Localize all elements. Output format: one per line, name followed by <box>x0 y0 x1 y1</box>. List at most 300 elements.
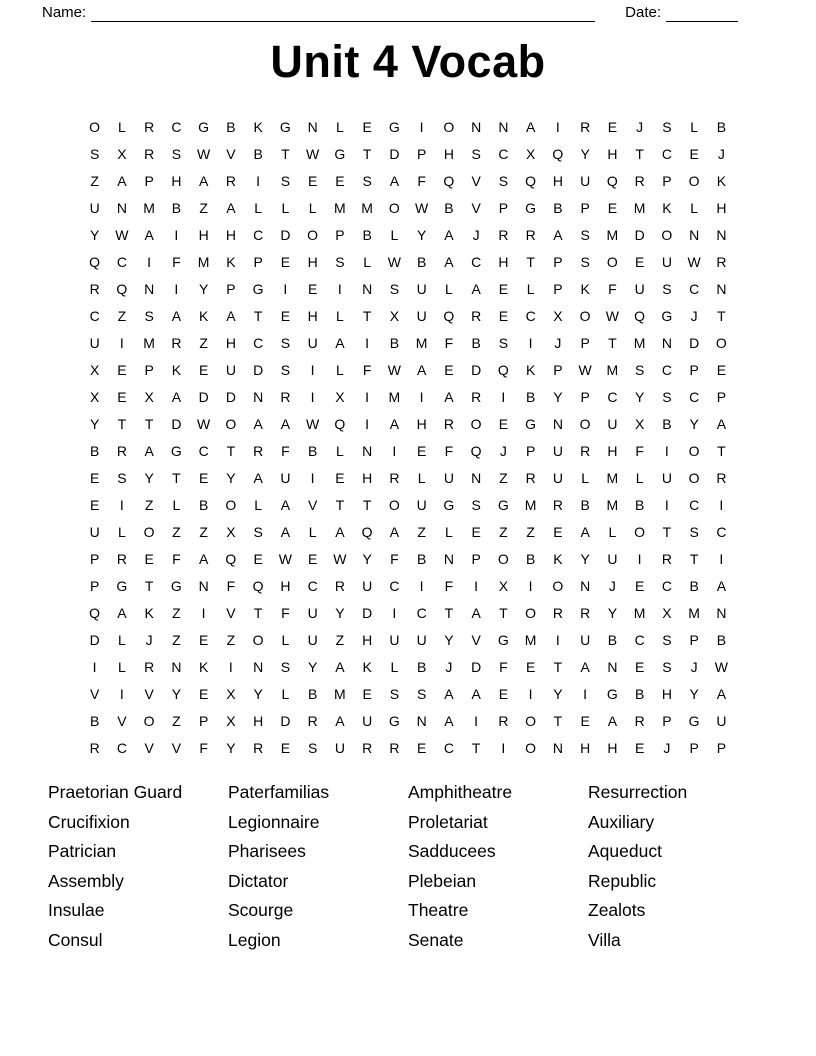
grid-letter: Q <box>89 254 101 270</box>
grid-letter: U <box>225 362 236 378</box>
grid-letter: E <box>117 389 127 405</box>
grid-letter: Q <box>334 416 346 432</box>
grid-letter: O <box>661 227 673 243</box>
grid-letter: O <box>688 470 700 486</box>
grid-letter: N <box>471 470 482 486</box>
grid-letter: Y <box>362 551 372 567</box>
grid-letter: Y <box>580 146 590 162</box>
grid-letter: S <box>171 146 182 162</box>
grid-letter: V <box>226 146 236 162</box>
grid-letter: C <box>498 146 509 162</box>
grid-letter: C <box>443 740 454 756</box>
grid-letter: A <box>335 659 345 675</box>
grid-letter: L <box>444 524 453 540</box>
grid-letter: A <box>280 416 291 432</box>
grid-letter: A <box>171 389 182 405</box>
grid-letter: C <box>116 740 127 756</box>
grid-letter: F <box>226 578 236 594</box>
grid-letter: L <box>117 524 126 540</box>
grid-letter: E <box>335 173 345 189</box>
grid-letter: W <box>714 659 728 675</box>
grid-letter: C <box>253 227 264 243</box>
grid-letter: N <box>498 119 509 135</box>
grid-letter: W <box>197 146 211 162</box>
grid-letter: A <box>580 659 590 675</box>
grid-letter: D <box>280 713 291 729</box>
grid-letter: P <box>553 281 563 297</box>
grid-letter: S <box>307 740 318 756</box>
grid-letter: W <box>306 416 320 432</box>
grid-letter: R <box>307 713 318 729</box>
grid-letter: E <box>634 578 645 594</box>
grid-letter: E <box>444 362 454 378</box>
grid-letter: E <box>471 524 481 540</box>
grid-letter: S <box>662 659 672 675</box>
grid-letter: D <box>389 146 400 162</box>
grid-letter: H <box>498 254 509 270</box>
word-list-column <box>228 778 408 956</box>
grid-letter: L <box>608 524 617 540</box>
word-list <box>48 778 816 956</box>
word-list-item: Senate <box>408 929 464 950</box>
grid-letter: E <box>362 119 372 135</box>
grid-letter: C <box>716 524 727 540</box>
grid-letter: Y <box>689 416 699 432</box>
word-list-column <box>588 778 768 956</box>
grid-letter: N <box>471 119 482 135</box>
grid-letter: O <box>143 524 155 540</box>
grid-letter: H <box>198 227 209 243</box>
grid-letter: U <box>661 254 672 270</box>
grid-letter: E <box>498 281 509 297</box>
grid-letter: I <box>365 416 370 432</box>
grid-letter: O <box>143 713 155 729</box>
grid-letter: L <box>526 281 535 297</box>
grid-letter: J <box>717 146 725 162</box>
grid-letter: U <box>389 632 400 648</box>
grid-letter: T <box>362 308 372 324</box>
grid-letter: X <box>525 146 536 162</box>
grid-letter: E <box>280 254 291 270</box>
grid-letter: I <box>555 632 560 648</box>
grid-letter: Z <box>335 632 345 648</box>
grid-letter: T <box>226 443 236 459</box>
grid-letter: P <box>253 254 263 270</box>
grid-letter: M <box>334 686 346 702</box>
grid-letter: X <box>226 524 236 540</box>
grid-letter: O <box>525 605 537 621</box>
grid-letter: G <box>170 578 182 594</box>
grid-letter: R <box>580 443 591 459</box>
grid-letter: M <box>388 389 401 405</box>
grid-letter: I <box>392 605 397 621</box>
grid-letter: S <box>144 308 154 324</box>
grid-letter: H <box>443 146 454 162</box>
grid-letter: Q <box>634 308 646 324</box>
grid-letter: L <box>281 632 290 648</box>
grid-letter: L <box>335 308 344 324</box>
grid-letter: I <box>201 605 206 621</box>
word-list-item: Paterfamilias <box>228 782 330 802</box>
grid-letter: L <box>444 281 453 297</box>
grid-letter: X <box>226 686 236 702</box>
grid-letter: W <box>687 254 701 270</box>
grid-letter: A <box>444 254 454 270</box>
grid-letter: Q <box>606 173 618 189</box>
grid-letter: B <box>716 119 727 135</box>
grid-letter: E <box>498 416 509 432</box>
grid-letter: R <box>580 605 591 621</box>
grid-letter: A <box>716 416 727 432</box>
grid-letter: Q <box>225 551 237 567</box>
grid-letter: I <box>174 281 179 297</box>
grid-letter: I <box>310 470 315 486</box>
grid-letter: Q <box>443 308 455 324</box>
grid-letter: R <box>144 146 155 162</box>
grid-letter: Z <box>499 470 508 486</box>
grid-letter: K <box>253 119 263 135</box>
grid-letter: I <box>664 497 669 513</box>
grid-letter: X <box>117 146 127 162</box>
grid-letter: P <box>416 146 427 162</box>
grid-letter: N <box>552 740 563 756</box>
grid-letter: I <box>310 389 315 405</box>
word-list-item: Legionnaire <box>228 811 320 832</box>
grid-letter: D <box>253 362 264 378</box>
grid-letter: U <box>362 578 373 594</box>
grid-letter: A <box>253 416 263 432</box>
grid-letter: I <box>583 686 588 702</box>
grid-letter: M <box>524 497 537 513</box>
grid-letter: L <box>117 632 126 648</box>
grid-letter: Z <box>226 632 236 648</box>
grid-letter: A <box>144 227 154 243</box>
grid-letter: R <box>389 470 400 486</box>
grid-letter: K <box>525 362 536 378</box>
grid-letter: I <box>719 497 724 513</box>
grid-letter: A <box>716 578 727 594</box>
grid-letter: H <box>171 173 182 189</box>
grid-letter: G <box>279 119 291 135</box>
grid-letter: I <box>528 335 533 351</box>
grid-letter: O <box>552 578 564 594</box>
grid-letter: F <box>362 362 372 378</box>
grid-letter: Z <box>172 605 181 621</box>
grid-letter: P <box>689 362 699 378</box>
grid-letter: R <box>225 173 236 189</box>
grid-letter: P <box>689 740 699 756</box>
grid-letter: H <box>580 740 591 756</box>
grid-letter: T <box>281 146 290 162</box>
grid-letter: Q <box>89 605 101 621</box>
grid-letter: C <box>607 389 618 405</box>
grid-letter: E <box>525 659 536 675</box>
grid-letter: C <box>634 632 645 648</box>
grid-letter: R <box>661 551 672 567</box>
grid-letter: O <box>688 173 700 189</box>
grid-letter: F <box>390 551 399 567</box>
grid-letter: B <box>634 686 645 702</box>
grid-letter: T <box>526 254 535 270</box>
grid-letter: X <box>553 308 563 324</box>
grid-letter: W <box>197 416 211 432</box>
grid-letter: J <box>499 443 507 459</box>
grid-letter: S <box>362 173 372 189</box>
grid-letter: E <box>198 632 209 648</box>
grid-letter: I <box>119 686 124 702</box>
grid-letter: U <box>443 470 454 486</box>
grid-letter: B <box>416 254 427 270</box>
grid-letter: G <box>525 200 537 216</box>
grid-letter: M <box>334 200 346 216</box>
grid-letter: R <box>498 227 509 243</box>
grid-letter: B <box>226 119 236 135</box>
grid-letter: L <box>335 119 344 135</box>
grid-letter: B <box>89 713 100 729</box>
grid-letter: W <box>415 200 429 216</box>
grid-letter: A <box>444 686 454 702</box>
grid-letter: E <box>634 659 645 675</box>
grid-letter: R <box>144 659 155 675</box>
grid-letter: L <box>581 470 590 486</box>
grid-letter: Q <box>252 578 264 594</box>
grid-letter: T <box>717 443 726 459</box>
grid-letter: P <box>662 713 672 729</box>
grid-letter: D <box>362 605 373 621</box>
grid-letter: S <box>662 389 672 405</box>
grid-letter: Z <box>90 173 99 189</box>
grid-letter: X <box>634 416 645 432</box>
grid-letter: A <box>416 362 427 378</box>
name-blank-line <box>91 5 595 22</box>
grid-letter: A <box>171 308 182 324</box>
grid-letter: R <box>525 470 536 486</box>
grid-letter: L <box>254 200 263 216</box>
grid-letter: N <box>716 605 727 621</box>
grid-letter: P <box>198 713 209 729</box>
grid-letter: H <box>552 173 563 189</box>
grid-letter: V <box>117 713 127 729</box>
grid-letter: H <box>225 335 236 351</box>
grid-letter: H <box>416 416 427 432</box>
grid-letter: S <box>471 146 481 162</box>
grid-letter: C <box>525 308 536 324</box>
grid-letter: L <box>363 254 372 270</box>
grid-letter: U <box>307 632 318 648</box>
grid-letter: V <box>144 740 154 756</box>
grid-letter: Y <box>634 389 645 405</box>
grid-letter: A <box>335 335 345 351</box>
grid-letter: G <box>252 281 264 297</box>
grid-letter: A <box>553 227 563 243</box>
grid-letter: I <box>256 173 261 189</box>
grid-letter: V <box>471 200 481 216</box>
grid-letter: B <box>662 416 672 432</box>
grid-letter: S <box>389 686 400 702</box>
grid-letter: L <box>417 470 426 486</box>
grid-letter: E <box>144 551 154 567</box>
grid-letter: U <box>552 470 563 486</box>
grid-letter: V <box>171 740 182 756</box>
grid-letter: U <box>307 605 318 621</box>
grid-letter: N <box>607 659 618 675</box>
grid-letter: F <box>608 281 617 297</box>
grid-letter: M <box>361 200 373 216</box>
grid-letter: L <box>117 119 126 135</box>
grid-letter: U <box>280 470 291 486</box>
grid-letter: T <box>362 146 372 162</box>
page-title: Unit 4 Vocab <box>270 36 546 87</box>
grid-letter: R <box>362 740 373 756</box>
grid-letter: T <box>553 713 563 729</box>
grid-letter: N <box>198 578 209 594</box>
grid-letter: H <box>362 470 373 486</box>
grid-letter: K <box>198 308 209 324</box>
grid-letter: R <box>552 605 563 621</box>
grid-letter: T <box>662 524 672 540</box>
grid-letter: P <box>335 227 345 243</box>
grid-letter: G <box>661 308 673 324</box>
grid-letter: M <box>197 254 210 270</box>
grid-letter: F <box>444 578 454 594</box>
grid-letter: S <box>580 227 590 243</box>
grid-letter: N <box>253 389 264 405</box>
grid-letter: S <box>689 524 699 540</box>
word-list-item: Resurrection <box>588 782 688 802</box>
grid-letter: O <box>388 497 400 513</box>
grid-letter: B <box>580 497 590 513</box>
grid-letter: E <box>362 686 372 702</box>
grid-letter: O <box>89 119 101 135</box>
grid-letter: I <box>365 389 370 405</box>
grid-letter: T <box>172 470 181 486</box>
grid-letter: A <box>280 524 291 540</box>
grid-letter: M <box>143 335 155 351</box>
word-list-item: Sadducees <box>408 841 496 862</box>
grid-letter: C <box>89 308 100 324</box>
grid-letter: Z <box>526 524 535 540</box>
grid-letter: Y <box>226 470 236 486</box>
grid-letter: F <box>281 443 290 459</box>
grid-letter: L <box>172 497 181 513</box>
grid-letter: B <box>307 686 318 702</box>
grid-letter: B <box>307 443 318 459</box>
grid-letter: X <box>662 605 672 621</box>
grid-letter: N <box>307 119 318 135</box>
grid-letter: N <box>144 281 155 297</box>
grid-letter: I <box>92 659 97 675</box>
grid-letter: B <box>89 443 100 459</box>
grid-letter: W <box>578 362 592 378</box>
grid-letter: X <box>89 362 100 378</box>
grid-letter: F <box>281 605 290 621</box>
grid-letter: I <box>119 335 124 351</box>
grid-letter: R <box>498 713 509 729</box>
grid-letter: X <box>335 389 345 405</box>
grid-letter: Q <box>443 173 455 189</box>
grid-letter: B <box>362 227 372 243</box>
word-list-item: Pharisees <box>228 841 306 862</box>
grid-letter: B <box>689 578 699 594</box>
grid-letter: R <box>389 740 400 756</box>
grid-letter: T <box>117 416 127 432</box>
grid-letter: R <box>716 254 727 270</box>
grid-letter: C <box>689 497 700 513</box>
grid-letter: I <box>119 497 124 513</box>
grid-letter: A <box>444 389 454 405</box>
grid-letter: B <box>525 389 536 405</box>
grid-letter: N <box>716 281 727 297</box>
grid-letter: N <box>689 227 700 243</box>
grid-letter: Y <box>607 605 618 621</box>
grid-letter: A <box>444 713 454 729</box>
grid-letter: C <box>661 578 672 594</box>
grid-letter: S <box>498 335 509 351</box>
grid-letter: R <box>171 335 182 351</box>
grid-letter: E <box>416 443 427 459</box>
grid-letter: S <box>280 362 291 378</box>
grid-letter: N <box>416 713 427 729</box>
grid-letter: A <box>335 713 345 729</box>
grid-letter: S <box>335 254 345 270</box>
word-list-item: Theatre <box>408 900 469 921</box>
grid-letter: Q <box>497 362 509 378</box>
grid-letter: R <box>471 389 482 405</box>
grid-letter: L <box>690 200 699 216</box>
grid-letter: T <box>553 659 563 675</box>
grid-letter: E <box>198 362 209 378</box>
grid-letter: C <box>253 335 264 351</box>
grid-letter: C <box>689 281 700 297</box>
grid-letter: A <box>198 551 209 567</box>
grid-letter: T <box>471 740 481 756</box>
grid-letter: E <box>580 713 590 729</box>
grid-letter: C <box>389 578 400 594</box>
grid-letter: G <box>388 713 400 729</box>
grid-letter: Z <box>199 200 208 216</box>
grid-letter: L <box>281 686 290 702</box>
grid-letter: E <box>607 119 618 135</box>
grid-letter: U <box>661 470 672 486</box>
grid-letter: U <box>334 740 345 756</box>
grid-letter: R <box>253 443 264 459</box>
grid-letter: M <box>688 605 700 621</box>
grid-letter: O <box>606 254 618 270</box>
grid-letter: G <box>170 443 182 459</box>
grid-letter: Y <box>307 659 318 675</box>
grid-letter: H <box>607 146 618 162</box>
word-list-item: Republic <box>588 870 657 891</box>
grid-letter: S <box>634 362 645 378</box>
grid-letter: U <box>634 281 645 297</box>
grid-letter: Y <box>198 281 209 297</box>
grid-letter: A <box>226 200 236 216</box>
grid-letter: B <box>171 200 182 216</box>
grid-letter: K <box>144 605 154 621</box>
grid-letter: S <box>416 686 427 702</box>
grid-letter: I <box>147 254 152 270</box>
grid-letter: R <box>525 227 536 243</box>
grid-letter: B <box>253 146 263 162</box>
grid-letter: H <box>607 443 618 459</box>
grid-letter: S <box>389 281 400 297</box>
grid-letter: G <box>525 416 537 432</box>
grid-letter: D <box>171 416 182 432</box>
grid-letter: Q <box>525 173 537 189</box>
grid-letter: Q <box>361 524 373 540</box>
grid-letter: O <box>634 524 646 540</box>
grid-letter: B <box>634 497 645 513</box>
